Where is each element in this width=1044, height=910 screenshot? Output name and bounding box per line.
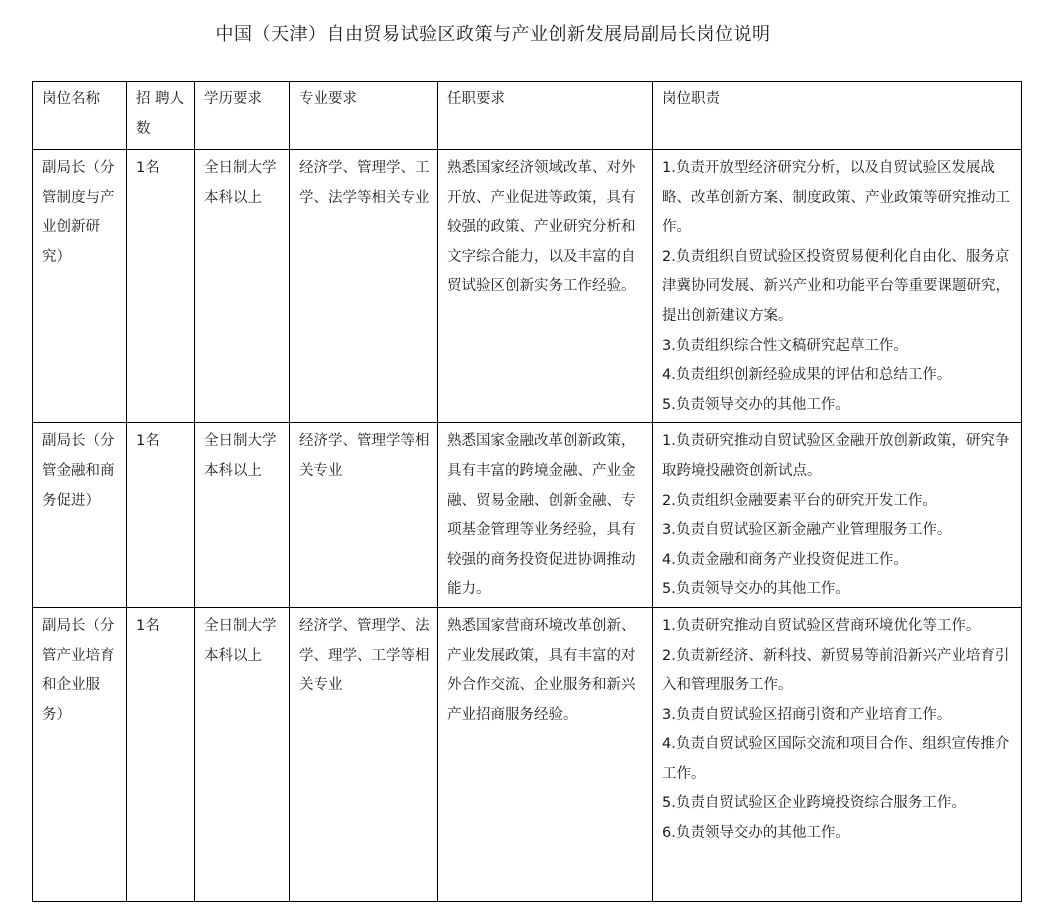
table-row [33, 423, 1022, 608]
duty-item: 3.负责自贸试验区招商引资和产业培育工作。 [662, 706, 952, 723]
duty-item: 2.负责组织自贸试验区投资贸易便利化自由化、服务京津冀协同发展、新兴产业和功能平台等重要课题研究，提出创新建议方案。 [662, 248, 1010, 324]
duty-item: 1.负责研究推动自贸试验区营商环境优化等工作。 [662, 617, 981, 634]
duty-item: 5.负责领导交办的其他工作。 [662, 396, 850, 413]
duty-item: 4.负责金融和商务产业投资促进工作。 [662, 551, 908, 568]
duty-item: 2.负责新经济、新科技、新贸易等前沿新兴产业培育引入和管理服务工作。 [662, 647, 1010, 694]
duty-item: 3.负责组织综合性文稿研究起草工作。 [662, 337, 908, 354]
duty-item: 5.负责领导交办的其他工作。 [662, 581, 850, 598]
major-cell: 经济学、管理学、工学、法学等相关专业 [290, 150, 438, 423]
header-requirements: 任职要求 [438, 82, 653, 150]
duty-item: 6.负责领导交办的其他工作。 [662, 825, 850, 842]
count-cell: 1名 [127, 423, 195, 608]
table-header-row [33, 82, 1022, 150]
education-cell: 全日制大学本科以上 [195, 150, 290, 423]
duty-item: 4.负责自贸试验区国际交流和项目合作、组织宣传推介工作。 [662, 736, 1010, 782]
education-cell: 全日制大学本科以上 [195, 423, 290, 608]
duty-item: 1.负责研究推动自贸试验区金融开放创新政策，研究争取跨境投融资创新试点。 [662, 433, 1010, 479]
requirements-cell: 熟悉国家经济领域改革、对外开放、产业促进等政策，具有较强的政策、产业研究分析和文字综合能力，以及丰富的自贸试验区创新实务工作经验。 [438, 150, 653, 423]
position-cell: 副局长（分管制度与产业创新研究） [33, 150, 127, 423]
header-duties: 岗位职责 [653, 82, 1022, 150]
duties-cell [653, 423, 1022, 608]
requirements-cell: 熟悉国家金融改革创新政策，具有丰富的跨境金融、产业金融、贸易金融、创新金融、专项基金管理等业务经验，具有较强的商务投资促进协调推动能力。 [438, 423, 653, 608]
duty-item: 4.负责组织创新经验成果的评估和总结工作。 [662, 367, 952, 384]
position-cell: 副局长（分管金融和商务促进） [33, 423, 127, 608]
document-title: 中国（天津）自由贸易试验区政策与产业创新发展局副局长岗位说明 [215, 24, 771, 45]
duty-item: 1.负责开放型经济研究分析，以及自贸试验区发展战略、改革创新方案、制度政策、产业政策等研究推动工作。 [662, 160, 1010, 236]
duty-item: 2.负责组织金融要素平台的研究开发工作。 [662, 492, 937, 509]
requirements-cell: 熟悉国家营商环境改革创新、产业发展政策，具有丰富的对外合作交流、企业服务和新兴产业招商服务经验。 [438, 607, 653, 901]
table-row [33, 607, 1022, 901]
header-position: 岗位名称 [33, 82, 127, 150]
position-cell: 副局长（分管产业培育和企业服务） [33, 607, 127, 901]
job-description-table [32, 81, 1022, 902]
major-cell: 经济学、管理学等相关专业 [290, 423, 438, 608]
header-count: 招 聘人数 [127, 82, 195, 150]
table-row [33, 150, 1022, 423]
duties-cell [653, 150, 1022, 423]
duty-item: 3.负责自贸试验区新金融产业管理服务工作。 [662, 522, 952, 539]
major-cell: 经济学、管理学、法学、理学、工学等相关专业 [290, 607, 438, 901]
count-cell: 1名 [127, 150, 195, 423]
duty-item: 5.负责自贸试验区企业跨境投资综合服务工作。 [662, 795, 966, 812]
header-education: 学历要求 [195, 82, 290, 150]
header-major: 专业要求 [290, 82, 438, 150]
education-cell: 全日制大学本科以上 [195, 607, 290, 901]
duties-cell [653, 607, 1022, 901]
count-cell: 1名 [127, 607, 195, 901]
